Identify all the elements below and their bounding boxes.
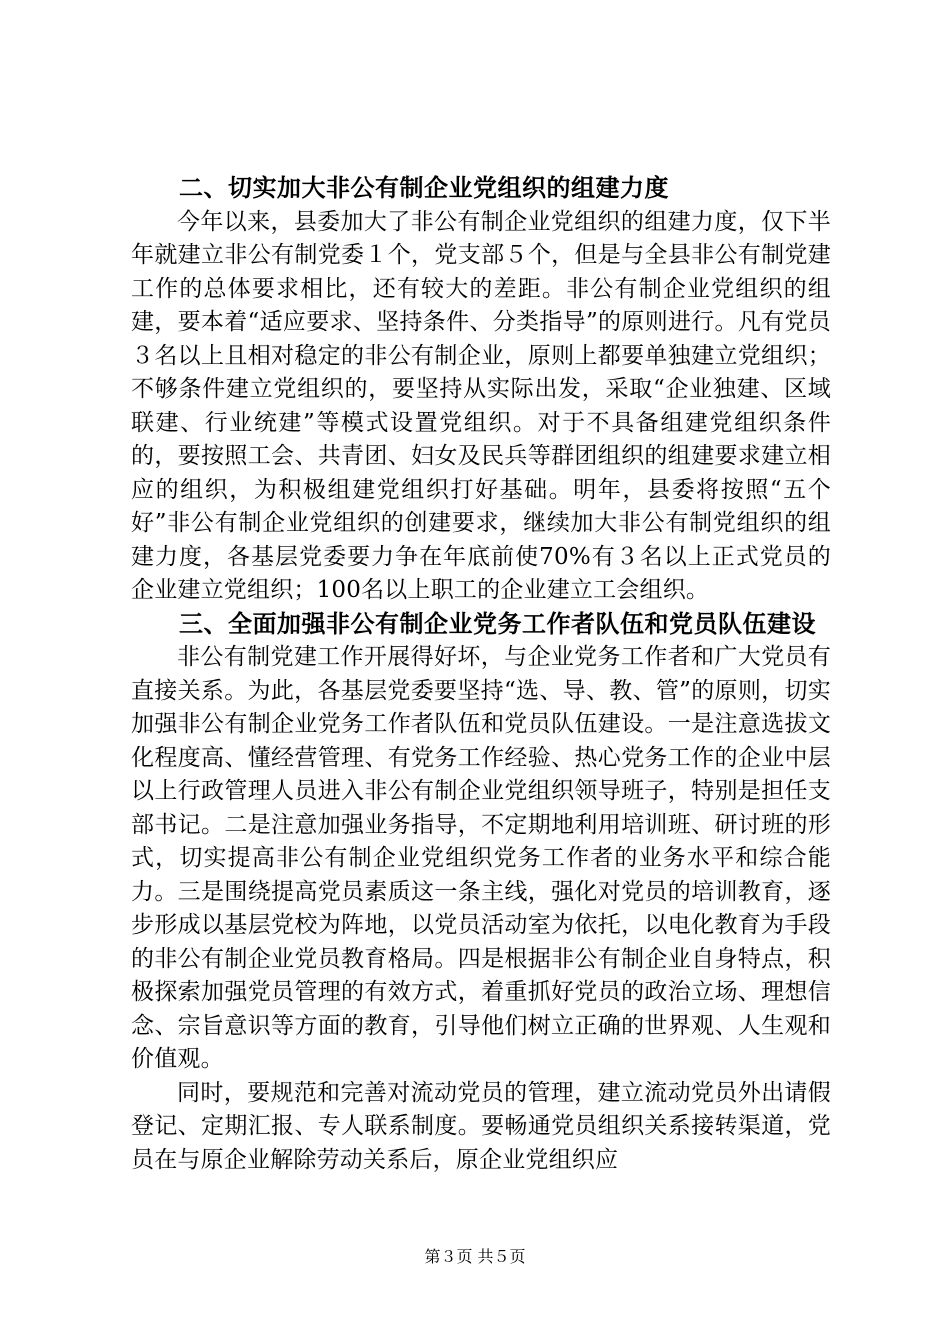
section-2-paragraph: 今年以来，县委加大了非公有制企业党组织的组建力度，仅下半年就建立非公有制党委１个，党支部５个，但是与全县非公有制党建工作的总体要求相比，还有较大的差距。非公有制企业党组织的组建，要本着“适应要求、坚持条件、分类指导”的原则进行。凡有党员３名以上且相对稳定的非公有制企业，原则上都要单独建立党组织；不够条件建立党组织的，要坚持从实际出发，采取“企业独建、区域联建、行业统建”等模式设置党组织。对于不具备组建党组织条件的，要按照工会、共青团、妇女及民兵等群团组织的组建要求建立相应的组织，为积极组建党组织打好基础。明年，县委将按照“五个好”非公有制企业党组织的创建要求，继续加大非公有制党组织的组建力度，各基层党委要力争在年底前使70%有３名以上正式党员的企业建立党组织；100名以上职工的企业建立工会组织。 <box>131 208 831 603</box>
document-body <box>131 172 831 1177</box>
section-heading-3: 三、全面加强非公有制企业党务工作者队伍和党员队伍建设 <box>179 609 816 638</box>
section-heading-2: 二、切实加大非公有制企业党组织的组建力度 <box>179 174 669 202</box>
page-footer: 第３页 共５页 <box>424 1247 526 1266</box>
section-3-paragraph-1: 非公有制党建工作开展得好坏，与企业党务工作者和广大党员有直接关系。为此，各基层党委要坚持“选、导、教、管”的原则，切实加强非公有制企业党务工作者队伍和党员队伍建设。一是注意选拔文化程度高、懂经营管理、有党务工作经验、热心党务工作的企业中层以上行政管理人员进入非公有制企业党组织领导班子，特别是担任支部书记。二是注意加强业务指导，不定期地利用培训班、研讨班的形式，切实提高非公有制企业党组织党务工作者的业务水平和综合能力。三是围绕提高党员素质这一条主线，强化对党员的培训教育，逐步形成以基层党校为阵地，以党员活动室为依托，以电化教育为手段的非公有制企业党员教育格局。四是根据非公有制企业自身特点，积极探索加强党员管理的有效方式，着重抓好党员的政治立场、理想信念、宗旨意识等方面的教育，引导他们树立正确的世界观、人生观和价值观。 <box>131 644 831 1072</box>
section-3-paragraph-2: 同时，要规范和完善对流动党员的管理，建立流动党员外出请假登记、定期汇报、专人联系制度。要畅通党员组织关系接转渠道，党员在与原企业解除劳动关系后，原企业党组织应 <box>131 1079 831 1173</box>
